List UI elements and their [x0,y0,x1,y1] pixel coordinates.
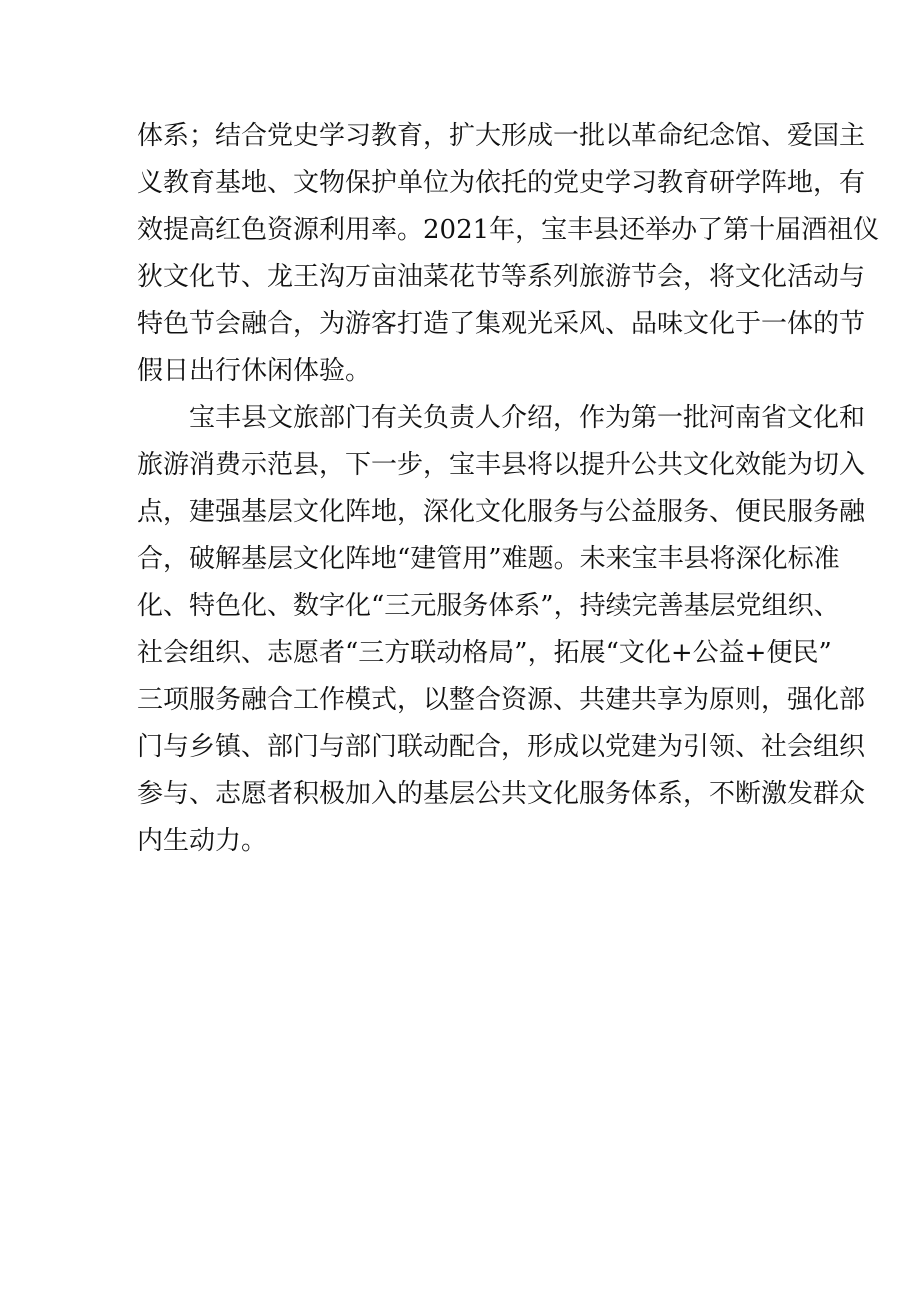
text-line: 门与乡镇、部门与部门联动配合，形成以党建为引领、社会组织 [137,732,866,762]
body-text [137,113,880,865]
text-line: 点，建强基层文化阵地，深化文化服务与公益服务、便民服务融 [137,497,866,527]
paragraph-2 [137,395,866,865]
text-line: 效提高红色资源利用率。2021年，宝丰县还举办了第十届酒祖仪 [137,215,880,245]
paragraph-1 [137,113,880,395]
text-line: 三项服务融合工作模式，以整合资源、共建共享为原则，强化部 [137,685,866,715]
text-line: 狄文化节、龙王沟万亩油菜花节等系列旅游节会，将文化活动与 [137,262,866,292]
text-line: 合，破解基层文化阵地“建管用”难题。未来宝丰县将深化标准 [137,544,840,574]
text-line: 社会组织、志愿者“三方联动格局”，拓展“文化+公益+便民” [137,638,832,668]
text-line: 宝丰县文旅部门有关负责人介绍，作为第一批河南省文化和 [189,403,866,433]
text-line: 假日出行休闲体验。 [137,356,372,386]
text-line: 化、特色化、数字化“三元服务体系”，持续完善基层党组织、 [137,591,840,621]
text-line: 义教育基地、文物保护单位为依托的党史学习教育研学阵地，有 [137,168,866,198]
text-line: 内生动力。 [137,826,268,856]
text-line: 旅游消费示范县，下一步，宝丰县将以提升公共文化效能为切入 [137,450,866,480]
text-line: 参与、志愿者积极加入的基层公共文化服务体系，不断激发群众 [137,779,866,809]
text-line: 体系；结合党史学习教育，扩大形成一批以革命纪念馆、爱国主 [137,121,866,151]
text-line: 特色节会融合，为游客打造了集观光采风、品味文化于一体的节 [137,309,866,339]
